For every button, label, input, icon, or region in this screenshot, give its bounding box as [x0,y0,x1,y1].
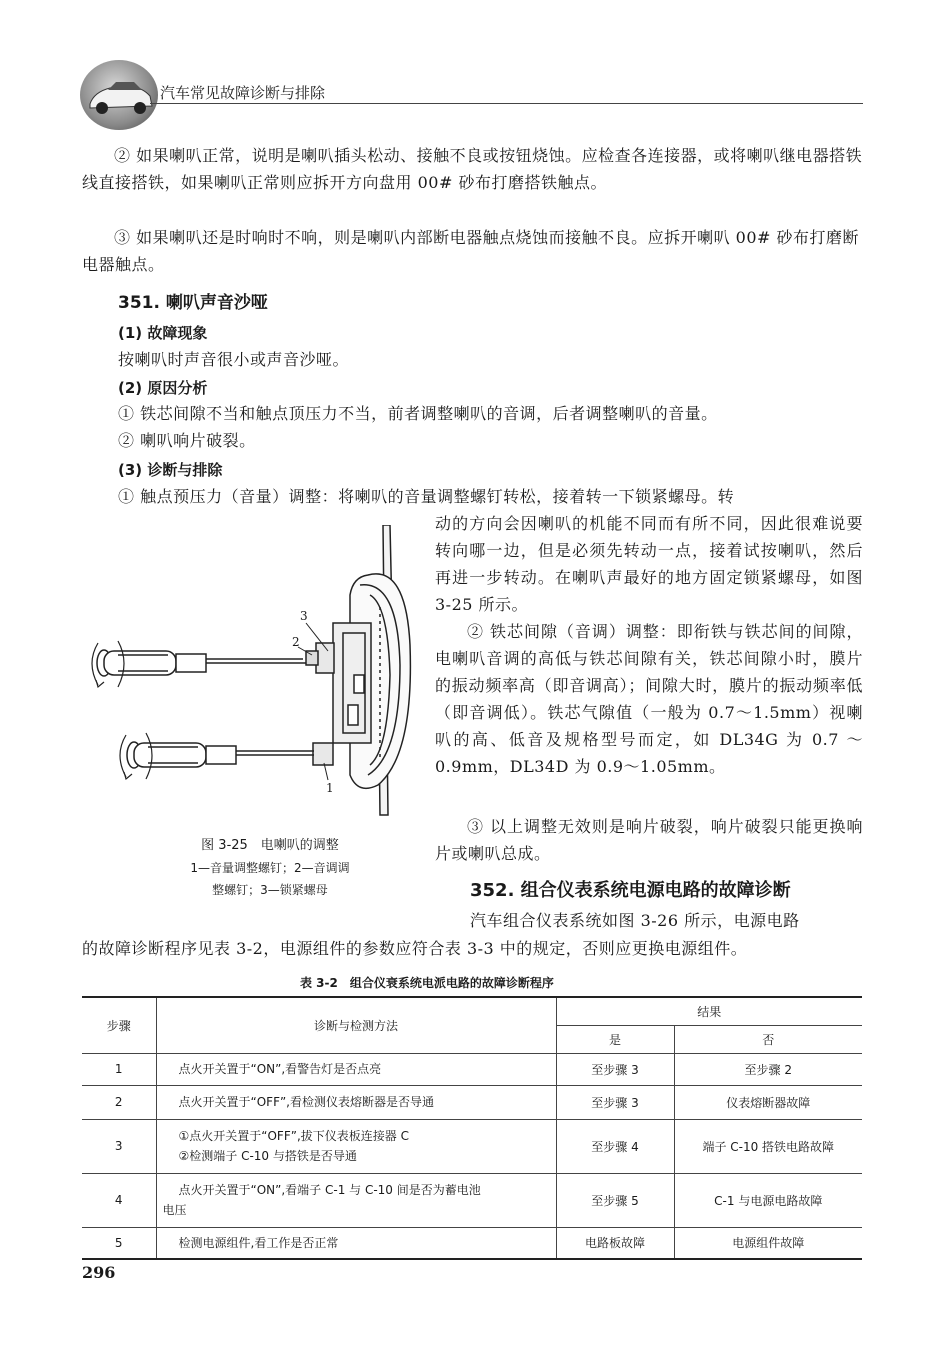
row-method-text: 检测电源组件,看工作是否正常 [178,1235,339,1250]
row-method-text: 点火开关置于“ON”,看警告灯是否点亮 [178,1062,382,1076]
figure-horn-adjustment [88,525,418,825]
header-step: 步骤 [82,997,156,1053]
row-method [156,1053,556,1085]
row-method-line-2: 电压 [162,1203,187,1217]
section-351-title: 351. 喇叭声音沙哑 [118,293,268,313]
table-row [82,1085,862,1119]
row-step: 2 [82,1085,156,1119]
diagnosis-item-1-continued: 动的方向会因喇叭的机能不同而有所不同，因此很难说要转向哪一边，但是必须先转动一点，接着试按喇叭，然后再进一步转动。在喇叭声最好的地方固定锁紧螺母，如图 3-25 所示。 [435,514,863,614]
figure-caption [140,835,400,901]
row-method [156,1119,556,1173]
figure-label-3: 3 [300,609,308,623]
subsection-cause: (2) 原因分析 [118,379,208,397]
row-method-line-2: ②检测端子 C-10 与搭铁是否导通 [178,1149,357,1163]
section-352-line-2: 的故障诊断程序见表 3-2，电源组件的参数应符合表 3-3 中的规定，否则应更换电源组件。 [82,939,748,958]
figure-caption-title: 图 3-25 电喇叭的调整 [201,838,339,853]
row-method-line-1: ①点火开关置于“OFF”,拔下仪表板连接器 C [178,1129,409,1143]
section-352-line-1: 汽车组合仪表系统如图 3-26 所示，电源电路 [470,911,800,930]
subsection-diagnosis: (3) 诊断与排除 [118,461,223,479]
row-yes: 至步骤 3 [556,1053,674,1085]
row-yes: 至步骤 4 [556,1119,674,1173]
row-method-text: 点火开关置于“OFF”,看检测仪表熔断器是否导通 [178,1095,434,1109]
cause-item-1: ① 铁芯间隙不当和触点顶压力不当，前者调整喇叭的音调，后者调整喇叭的音量。 [118,404,718,423]
row-no: 至步骤 2 [674,1053,862,1085]
figure-caption-line-1: 1—音量调整螺钉；2—音调调 [190,861,350,875]
row-no: 端子 C-10 搭铁电路故障 [674,1119,862,1173]
row-step: 3 [82,1119,156,1173]
page-number: 296 [82,1263,116,1282]
row-step: 4 [82,1173,156,1227]
diagnosis-table [82,996,862,1260]
table-caption: 表 3-2 组合仪衰系统电派电路的故障诊断程序 [300,976,554,990]
running-header-title: 汽车常见故障诊断与排除 [160,84,326,102]
row-no: 电源组件故障 [674,1227,862,1259]
row-method [156,1085,556,1119]
table-row [82,1227,862,1259]
car-logo-icon [80,60,158,130]
figure-label-1: 1 [326,781,334,795]
row-yes: 至步骤 3 [556,1085,674,1119]
header-result: 结果 [556,997,862,1025]
row-step: 5 [82,1227,156,1259]
cause-item-2: ② 喇叭响片破裂。 [118,431,256,450]
symptom-text: 按喇叭时声音很小或声音沙哑。 [118,350,350,369]
row-yes: 至步骤 5 [556,1173,674,1227]
table-row [82,1119,862,1173]
row-no: 仪表熔断器故障 [674,1085,862,1119]
row-method [156,1173,556,1227]
diagnosis-item-3: ③ 以上调整无效则是响片破裂，响片破裂只能更换响片或喇叭总成。 [435,817,863,863]
diagnosis-item-2: ② 铁芯间隙（音调）调整：即衔铁与铁芯间的间隙，电喇叭音调的高低与铁芯间隙有关，铁芯间隙小时，膜片的振动频率高（即音调高）；间隙大时，膜片的振动频率低（即音调低）。铁芯气隙值（一般为 0.7～1.5mm）视喇叭的高、低音及规格型号而定，如 DL34G 为 0.7 ～ 0.9mm，DL34D 为 0.9～1.05mm。 [435,622,863,776]
paragraph-horn-intermittent: ③ 如果喇叭还是时响时不响，则是喇叭内部断电器触点烧蚀而接触不良。应拆开喇叭 00# 砂布打磨断电器触点。 [82,228,860,274]
row-method [156,1227,556,1259]
header-no: 否 [674,1025,862,1053]
section-352-title: 352. 组合仪表系统电源电路的故障诊断 [470,880,791,901]
header-divider [150,103,863,104]
figure-label-2: 2 [292,635,300,649]
figure-caption-line-2: 整螺钉；3—锁紧螺母 [212,883,328,897]
table-row [82,1173,862,1227]
row-no: C-1 与电源电路故障 [674,1173,862,1227]
paragraph-horn-check: ② 如果喇叭正常，说明是喇叭插头松动、接触不良或按钮烧蚀。应检查各连接器，或将喇叭继电器搭铁线直接搭铁，如果喇叭正常则应拆开方向盘用 00# 砂布打磨搭铁触点。 [82,146,863,192]
row-step: 1 [82,1053,156,1085]
header-method: 诊断与检测方法 [156,997,556,1053]
table-row [82,1053,862,1085]
row-yes: 电路板故障 [556,1227,674,1259]
header-yes: 是 [556,1025,674,1053]
row-method-line-1: 点火开关置于“ON”,看端子 C-1 与 C-10 间是否为蓄电池 [178,1183,481,1197]
subsection-symptom: (1) 故障现象 [118,324,208,342]
diagnosis-item-1-first-line: ① 触点预压力（音量）调整：将喇叭的音量调整螺钉转松，接着转一下锁紧螺母。转 [118,487,735,506]
